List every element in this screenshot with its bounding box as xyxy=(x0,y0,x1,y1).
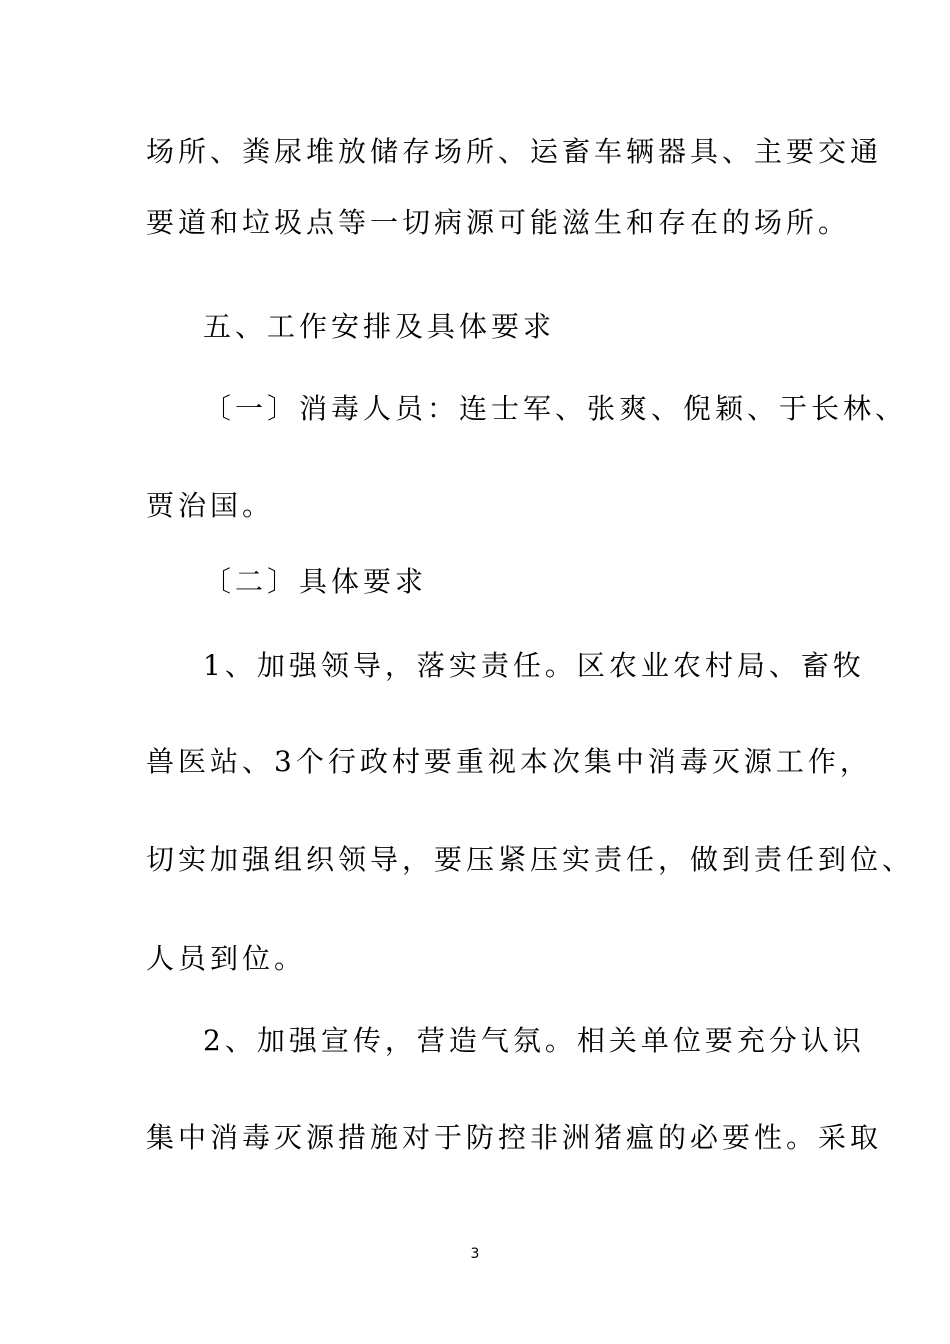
page-number: 3 xyxy=(470,1246,480,1262)
paragraph-line: 集中消毒灭源措施对于防控非洲猪瘟的必要性。采取 xyxy=(146,1121,883,1154)
subsection-heading: 〔二〕具体要求 xyxy=(203,565,428,598)
section-heading: 五、工作安排及具体要求 xyxy=(203,310,556,343)
paragraph-line: 切实加强组织领导，要压紧压实责任，做到责任到位、 xyxy=(146,843,915,876)
paragraph-line: 2、加强宣传，营造气氛。相关单位要充分认识 xyxy=(203,1024,865,1057)
paragraph-line: 贾治国。 xyxy=(146,489,275,522)
paragraph-line: 场所、粪尿堆放储存场所、运畜车辆器具、主要交通 xyxy=(146,135,883,168)
paragraph-line: 要道和垃圾点等一切病源可能滋生和存在的场所。 xyxy=(146,206,851,239)
paragraph-line: 1、加强领导，落实责任。区农业农村局、畜牧 xyxy=(203,649,865,682)
paragraph-line: 〔一〕消毒人员：连士军、张爽、倪颖、于长林、 xyxy=(203,392,908,425)
paragraph-line: 兽医站、3个行政村要重视本次集中消毒灭源工作， xyxy=(146,745,872,778)
paragraph-line: 人员到位。 xyxy=(146,942,307,975)
